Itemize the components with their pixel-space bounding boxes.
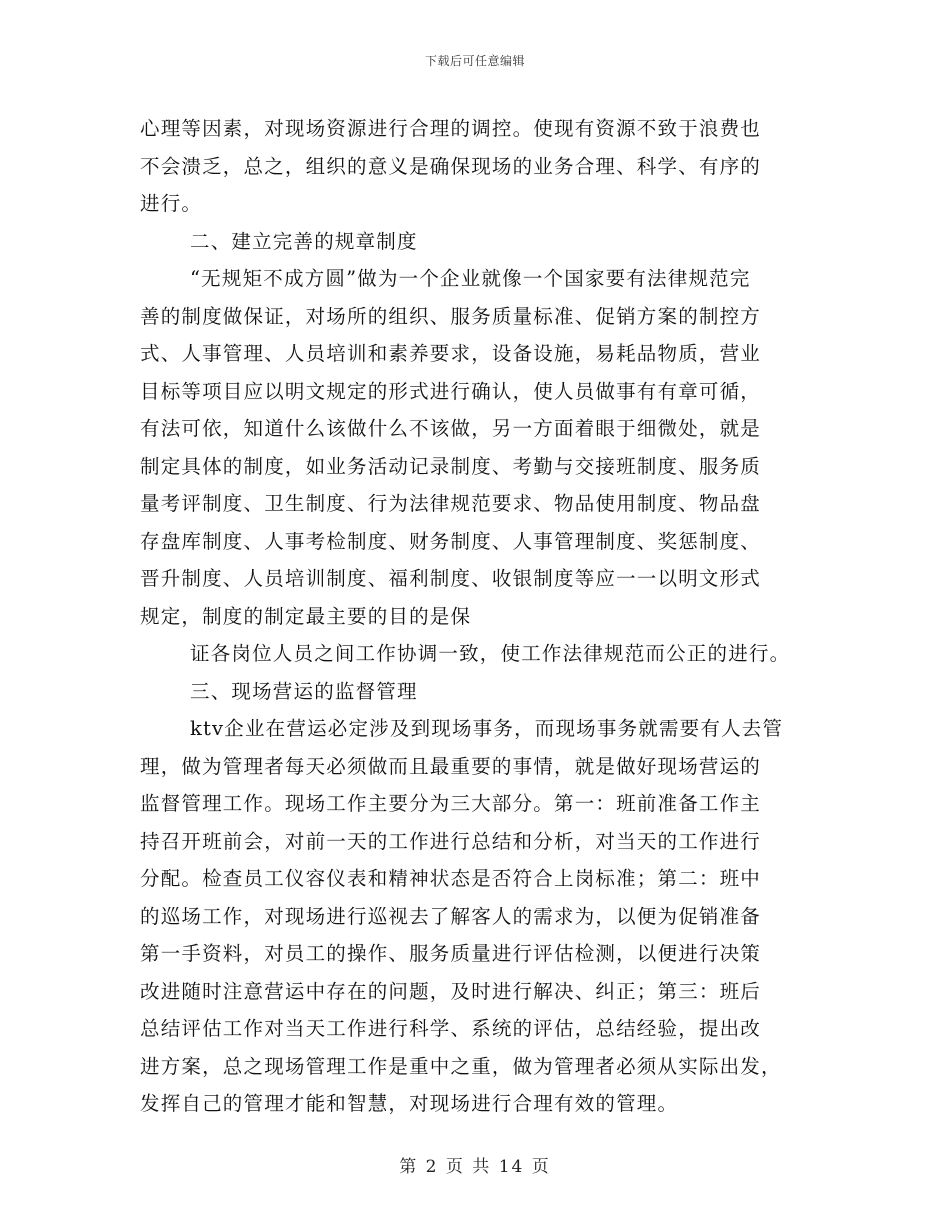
page-number-footer: 第 2 页 共 14 页 [399, 1157, 551, 1177]
section-heading: 三、现场营运的监督管理 [190, 679, 418, 703]
text-line: 证各岗位人员之间工作协调一致，使工作法律规范而公正的进行。 [190, 642, 791, 665]
text-line: 晋升制度、人员培训制度、福利制度、收银制度等应一一以明文形式 [140, 567, 762, 590]
text-line: 制定具体的制度，如业务活动记录制度、考勤与交接班制度、服务质 [140, 454, 762, 478]
page-header: 下载后可任意编辑 [424, 54, 525, 68]
text-line: 监督管理工作。现场工作主要分为三大部分。第一：班前准备工作主 [140, 792, 762, 815]
text-line: 改进随时注意营运中存在的问题，及时进行解决、纠正；第三：班后 [140, 979, 762, 1003]
text-line: 进行。 [140, 192, 203, 215]
text-line: 不会溃乏，总之，组织的意义是确保现场的业务合理、科学、有序的 [140, 154, 762, 178]
text-line: 心理等因素，对现场资源进行合理的调控。使现有资源不致于浪费也 [140, 117, 762, 140]
text-line: 有法可依，知道什么该做什么不该做，另一方面着眼于细微处，就是 [140, 417, 762, 440]
text-line: 存盘库制度、人事考检制度、财务制度、人事管理制度、奖惩制度、 [140, 529, 762, 553]
text-line: 的巡场工作，对现场进行巡视去了解客人的需求为，以便为促销准备 [140, 904, 762, 928]
text-line: 量考评制度、卫生制度、行为法律规范要求、物品使用制度、物品盘 [140, 492, 762, 515]
text-line: 式、人事管理、人员培训和素养要求，设备设施，易耗品物质，营业 [140, 342, 762, 365]
text-line: ktv企业在营运必定涉及到现场事务，而现场事务就需要有人去管 [190, 717, 784, 740]
text-line: 总结评估工作对当天工作进行科学、系统的评估，总结经验，提出改 [140, 1017, 762, 1040]
text-line: 进方案，总之现场管理工作是重中之重，做为管理者必须从实际出发， [140, 1054, 782, 1078]
text-line: 第一手资料，对员工的操作、服务质量进行评估检测，以便进行决策 [140, 942, 762, 965]
text-line: 目标等项目应以明文规定的形式进行确认，使人员做事有有章可循， [140, 379, 762, 403]
text-line: 规定，制度的制定最主要的目的是保 [140, 604, 472, 628]
text-line: 理，做为管理者每天必须做而且最重要的事情，就是做好现场营运的 [140, 754, 762, 778]
document-body [140, 110, 820, 1123]
text-line: 善的制度做保证，对场所的组织、服务质量标准、促销方案的制控方 [140, 304, 762, 328]
text-line: 分配。检查员工仪容仪表和精神状态是否符合上岗标准；第二：班中 [140, 867, 762, 890]
text-line: 持召开班前会，对前一天的工作进行总结和分析，对当天的工作进行 [140, 829, 762, 853]
text-line: “无规矩不成方圆”做为一个企业就像一个国家要有法律规范完 [190, 267, 751, 290]
text-line: 发挥自己的管理才能和智慧，对现场进行合理有效的管理。 [140, 1092, 679, 1115]
section-heading: 二、建立完善的规章制度 [190, 229, 418, 253]
